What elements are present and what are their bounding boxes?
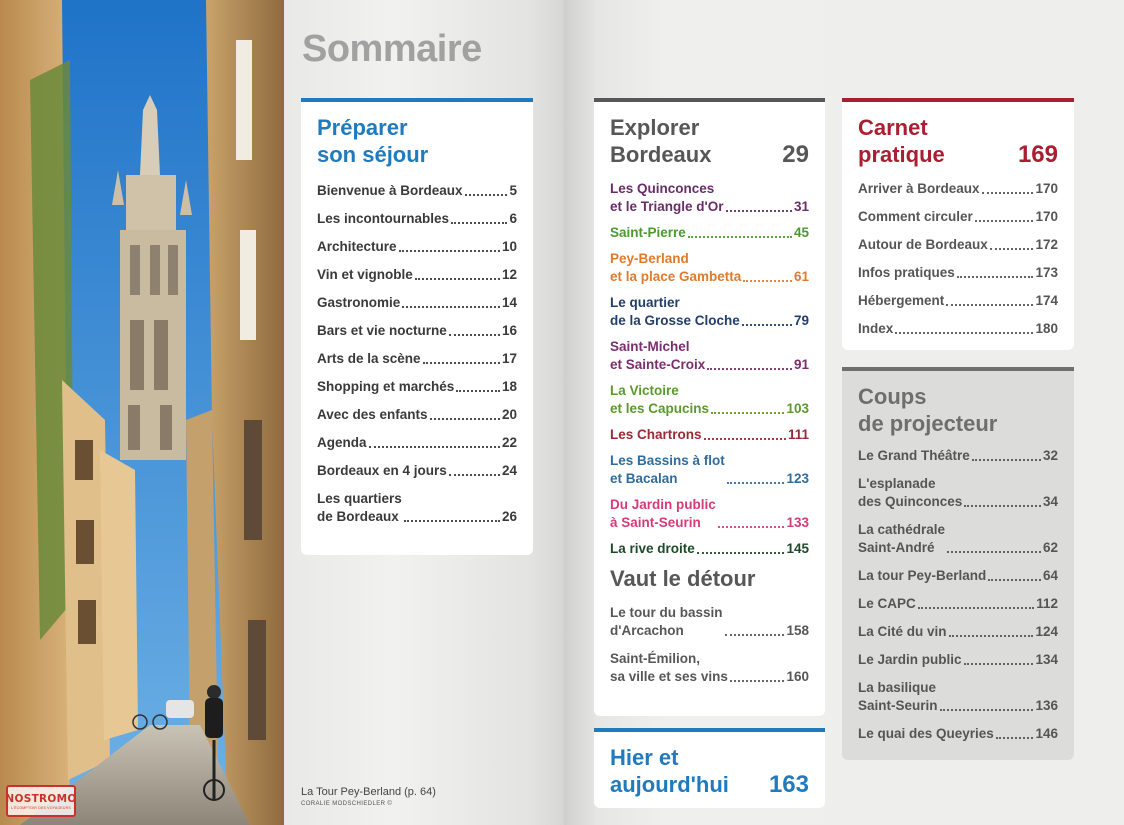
heading-text: Préparer son séjour [317,115,429,167]
section-heading [858,114,1058,168]
toc-entry-title: Infos pratiques [858,265,955,280]
toc-entry[interactable] [858,264,1058,282]
toc-entry[interactable] [858,679,1058,715]
toc-entry-page-number: 123 [786,471,809,486]
toc-entry[interactable] [858,292,1058,310]
toc-entry-title: La Victoire et les Capucins [610,383,710,416]
toc-entry-page-number: 34 [1042,494,1058,509]
section-heading [610,744,809,798]
heading-text: Hier et aujourd'hui [610,745,729,797]
toc-entry-title: La Cité du vin [858,624,947,639]
dot-leader [895,332,1033,334]
toc-entry-page-number: 12 [501,267,517,282]
toc-entry-page-number: 170 [1035,181,1058,196]
toc-entry-page-number: 64 [1042,568,1058,583]
toc-entry-title: Index [858,321,894,336]
dot-leader [949,635,1034,637]
section-carnet [842,98,1074,350]
toc-entry[interactable] [858,567,1058,585]
toc-entry-page-number: 170 [1035,209,1058,224]
dot-leader [449,334,500,336]
dot-leader [451,222,507,224]
toc-entry-page-number: 91 [793,357,809,372]
dot-leader [964,663,1034,665]
heading-text: Coups de projecteur [858,384,998,436]
toc-entry[interactable] [317,182,517,200]
toc-entry-page-number: 17 [501,351,517,366]
toc-entry[interactable] [610,294,809,330]
toc-entry-title: Arts de la scène [317,351,421,366]
heading-text: Carnet pratique [858,115,945,167]
photo-credit: CORALIE MODSCHIEDLER © [301,801,393,807]
toc-entry-page-number: 32 [1042,448,1058,463]
toc-entry-list [610,180,809,558]
toc-entry-page-number: 180 [1035,321,1058,336]
dot-leader [423,362,500,364]
toc-entry-page-number: 160 [786,669,809,684]
dot-leader [711,412,784,414]
toc-entry-page-number: 22 [501,435,517,450]
toc-entry[interactable] [858,475,1058,511]
toc-entry-title: Le CAPC [858,596,916,611]
section-preparer [301,98,533,555]
toc-entry-page-number: 111 [787,427,809,442]
toc-entry-title: Hébergement [858,293,945,308]
toc-entry-page-number: 18 [501,379,517,394]
toc-entry[interactable] [858,447,1058,465]
toc-entry-page-number: 26 [501,509,517,524]
toc-entry-page-number: 173 [1035,265,1058,280]
dot-leader [727,482,785,484]
toc-entry-page-number: 10 [501,239,517,254]
toc-entry[interactable] [858,320,1058,338]
toc-entry[interactable] [610,496,809,532]
toc-entry-title: Saint-Émilion, sa ville et ses vins [610,651,728,684]
dot-leader [456,390,500,392]
toc-entry-page-number: 158 [786,623,809,638]
toc-entry-page-number: 16 [501,323,517,338]
dot-leader [975,220,1034,222]
toc-entry[interactable] [858,725,1058,743]
dot-leader [957,276,1034,278]
dot-leader [707,368,792,370]
toc-entry[interactable] [858,595,1058,613]
toc-entry-page-number: 133 [786,515,809,530]
toc-entry-page-number: 5 [509,183,517,198]
section-explorer [594,98,825,716]
dot-leader [415,278,500,280]
toc-entry[interactable] [317,434,517,452]
toc-entry-page-number: 14 [501,295,517,310]
toc-entry[interactable] [858,623,1058,641]
section-coups [842,367,1074,760]
toc-entry[interactable] [610,250,809,286]
heading-page-number: 29 [782,141,809,168]
toc-entry-page-number: 61 [793,269,809,284]
toc-entry[interactable] [317,322,517,340]
cover-photo [0,0,284,825]
dot-leader [988,579,1041,581]
dot-leader [918,607,1034,609]
toc-entry-page-number: 134 [1035,652,1058,667]
toc-entry[interactable] [317,210,517,228]
toc-entry-title: Vin et vignoble [317,267,413,282]
toc-entry[interactable] [610,382,809,418]
detour-heading: Vaut le détour [610,566,756,591]
toc-entry-title: Bordeaux en 4 jours [317,463,447,478]
toc-entry-title: Les Quinconces et le Triangle d'Or [610,181,724,214]
dot-leader [697,552,785,554]
dot-leader [704,438,786,440]
toc-entry-list [317,182,517,526]
toc-entry-title: Bars et vie nocturne [317,323,447,338]
toc-entry-title: Du Jardin public à Saint-Seurin [610,497,716,530]
toc-entry-page-number: 62 [1042,540,1058,555]
dot-leader [982,192,1034,194]
dot-leader [742,324,792,326]
toc-entry-title: Saint-Michel et Sainte-Croix [610,339,706,372]
toc-entry-page-number: 24 [501,463,517,478]
dot-leader [718,526,785,528]
toc-entry[interactable] [610,224,809,242]
toc-entry-list [858,180,1058,338]
toc-entry[interactable] [610,540,809,558]
photo-caption: La Tour Pey-Berland (p. 64) [301,786,436,798]
toc-entry-title: Arriver à Bordeaux [858,181,980,196]
toc-entry-title: Bienvenue à Bordeaux [317,183,463,198]
dot-leader [940,709,1034,711]
toc-entry-title: Comment circuler [858,209,973,224]
toc-entry-page-number: 146 [1035,726,1058,741]
toc-entry[interactable] [317,378,517,396]
toc-entry[interactable] [858,208,1058,226]
toc-entry[interactable] [610,426,809,444]
section-hier [594,728,825,808]
toc-entry[interactable] [317,406,517,424]
toc-entry[interactable] [610,452,809,488]
toc-entry-page-number: 172 [1035,237,1058,252]
toc-entry-title: Les Bassins à flot et Bacalan [610,453,725,486]
toc-entry-title: Les quartiers de Bordeaux [317,491,402,524]
toc-entry-page-number: 103 [786,401,809,416]
toc-entry-title: Le Grand Théâtre [858,448,970,463]
toc-entry[interactable] [317,294,517,312]
toc-entry-title: L'esplanade des Quinconces [858,476,963,509]
toc-entry-title: Les Chartrons [610,427,702,442]
heading-page-number: 163 [768,771,809,798]
toc-entry[interactable] [858,180,1058,198]
street-tower-illustration [0,0,284,825]
toc-entry-page-number: 136 [1035,698,1058,713]
toc-entry[interactable] [610,338,809,374]
dot-leader [399,250,500,252]
toc-entry-title: La basilique Saint-Seurin [858,680,938,713]
toc-entry-list [858,447,1058,743]
dot-leader [726,210,792,212]
toc-entry-page-number: 45 [793,225,809,240]
dot-leader [465,194,508,196]
toc-entry[interactable] [317,238,517,256]
toc-entry-title: Le Jardin public [858,652,962,667]
toc-entry[interactable] [317,350,517,368]
toc-entry[interactable] [317,462,517,480]
toc-entry[interactable] [858,521,1058,557]
toc-entry-page-number: 6 [509,211,517,226]
section-heading [858,383,1058,437]
toc-entry-title: Agenda [317,435,367,450]
toc-entry-title: Saint-Pierre [610,225,686,240]
toc-entry-page-number: 174 [1035,293,1058,308]
toc-entry-title: La tour Pey-Berland [858,568,987,583]
toc-entry[interactable] [610,604,809,640]
toc-entry[interactable] [610,180,809,216]
toc-entry-title: Architecture [317,239,397,254]
toc-entry-title: La cathédrale Saint-André [858,522,946,555]
dot-leader [725,634,785,636]
toc-entry-list [610,604,809,686]
toc-entry-title: Shopping et marchés [317,379,455,394]
dot-leader [990,248,1034,250]
heading-page-number: 169 [1017,141,1058,168]
toc-entry-title: Avec des enfants [317,407,428,422]
dot-leader [947,551,1041,553]
dot-leader [404,520,500,522]
toc-entry[interactable] [317,266,517,284]
toc-entry-page-number: 20 [501,407,517,422]
toc-entry-page-number: 124 [1035,624,1058,639]
toc-entry-title: Les incontournables [317,211,450,226]
toc-entry-title: Autour de Bordeaux [858,237,988,252]
dot-leader [430,418,500,420]
toc-entry-title: La rive droite [610,541,695,556]
page-title: Sommaire [302,28,482,70]
toc-entry-page-number: 79 [793,313,809,328]
toc-entry[interactable] [317,490,517,526]
toc-entry-page-number: 145 [786,541,809,556]
toc-entry-title: Le quai des Queyries [858,726,994,741]
stamp-brand: NOSTROMO [5,792,77,805]
dot-leader [449,474,500,476]
dot-leader [946,304,1033,306]
publisher-stamp [6,785,76,817]
dot-leader [743,280,792,282]
toc-entry-title: Le tour du bassin d'Arcachon [610,605,723,638]
toc-entry-page-number: 31 [793,199,809,214]
stamp-tagline: L'ÉCOMPTOIR DES VOYAGEURS [11,805,71,810]
toc-entry-title: Pey-Berland et la place Gambetta [610,251,742,284]
heading-text: Explorer Bordeaux [610,115,712,167]
dot-leader [972,459,1041,461]
toc-entry-page-number: 112 [1036,596,1058,611]
dot-leader [730,680,785,682]
dot-leader [996,737,1034,739]
toc-entry[interactable] [610,650,809,686]
toc-entry-title: Le quartier de la Grosse Cloche [610,295,740,328]
dot-leader [964,505,1041,507]
toc-entry-title: Gastronomie [317,295,401,310]
dot-leader [369,446,500,448]
section-heading [317,114,517,168]
section-heading [610,114,809,168]
toc-entry[interactable] [858,236,1058,254]
dot-leader [688,236,792,238]
dot-leader [402,306,500,308]
toc-entry[interactable] [858,651,1058,669]
